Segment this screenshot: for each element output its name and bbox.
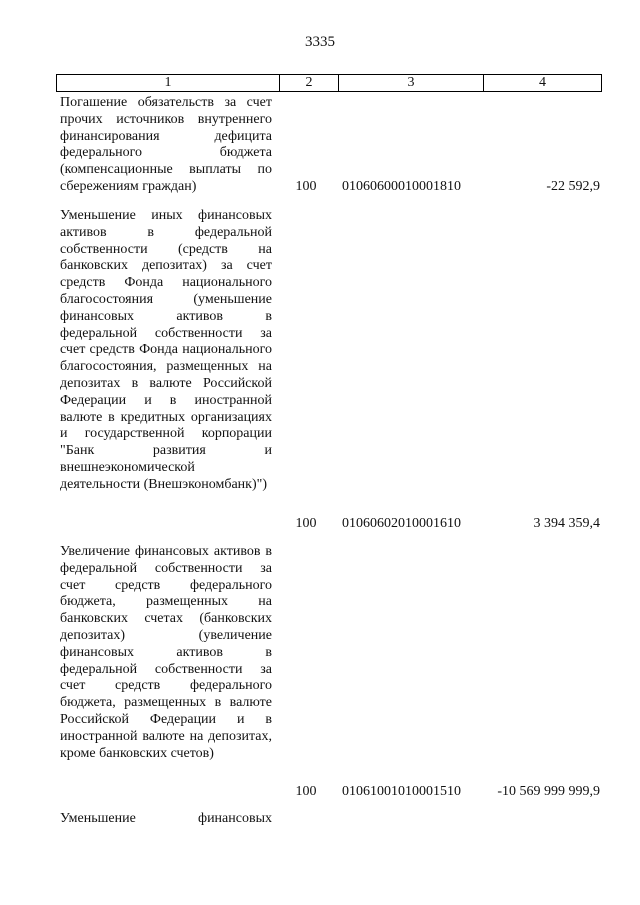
column-header-2: 2: [280, 75, 339, 91]
table-header-row: [56, 74, 602, 92]
page-number: 3335: [305, 34, 335, 50]
row-amount: -22 592,9: [546, 179, 600, 194]
row-number: 100: [295, 516, 317, 531]
column-header-3: 3: [339, 75, 484, 91]
row-code: 01061001010001510: [342, 784, 461, 799]
row-amount: -10 569 999 999,9: [497, 784, 600, 799]
table-row: [60, 811, 600, 831]
table-row: [60, 544, 600, 804]
column-header-1: 1: [57, 75, 280, 91]
table-row: [60, 208, 600, 538]
column-header-4: 4: [539, 75, 546, 90]
row-description: Погашение обязательств за счет прочих источников внутреннего финансирования дефицита федерального бюджета (компенсационные выплаты по сбережениям граждан): [60, 95, 272, 194]
row-description: Уменьшение иных финансовых активов в федеральной собственности (средств на банковских депозитах) за счет средств Фонда национального благосостояния (уменьшение финансовых активов в федеральной собственности за счет средств Фонда национального благосостояния, размещенных на депозитах в валюте Российской Федерации и в иностранной валюте в кредитных организациях и государственной корпорации "Банк развития и внешнеэкономической деятельности (Внешэкономбанк)"): [60, 208, 272, 492]
row-description: Увеличение финансовых активов в федеральной собственности за счет средств федерального бюджета, размещенных на банковских счетах (банковских депозитах) (увеличение финансовых активов в федеральной собственности за счет средств федерального бюджета, размещенных в валюте Российской Федерации и в иностранной валюте на депозитах, кроме банковских счетов): [60, 544, 272, 761]
row-number: 100: [295, 784, 317, 799]
row-description: Уменьшение финансовых: [60, 811, 272, 826]
row-number: 100: [295, 179, 317, 194]
row-code: 01060602010001610: [342, 516, 461, 531]
row-amount: 3 394 359,4: [533, 516, 600, 531]
row-code: 01060600010001810: [342, 179, 461, 194]
table-row: [60, 95, 600, 205]
